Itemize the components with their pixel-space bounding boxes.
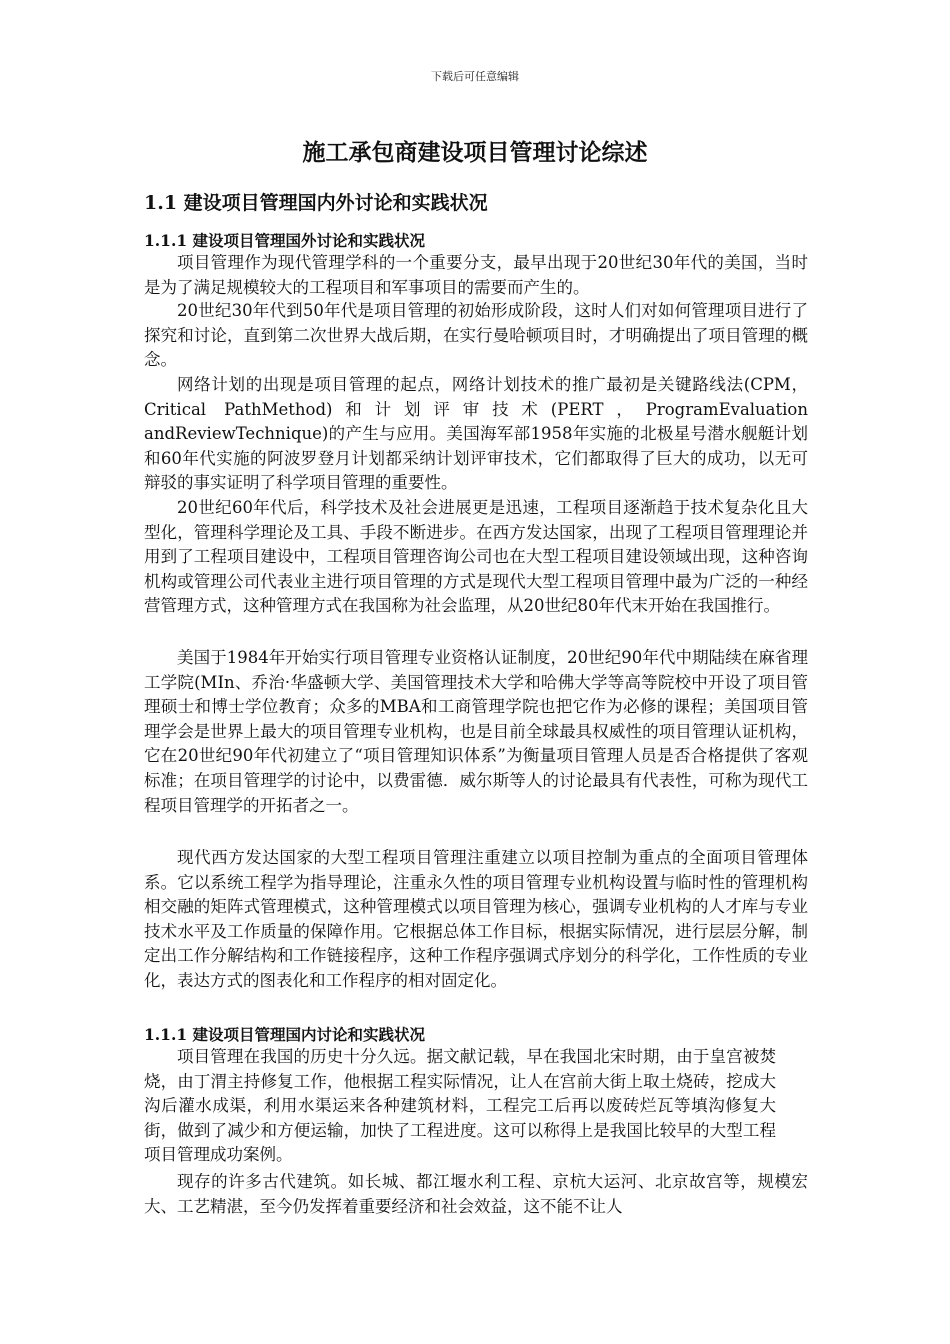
subsection-heading-domestic: 1.1.1 建设项目管理国内讨论和实践状况 xyxy=(144,1025,426,1044)
header-note: 下载后可任意编辑 xyxy=(431,70,519,83)
paragraph: 20世纪30年代到50年代是项目管理的初始形成阶段，这时人们对如何管理项目进行了探究和讨论，直到第二次世界大战后期，在实行曼哈顿项目时，才明确提出了项目管理的概念。 xyxy=(144,301,808,370)
paragraph: 美国于1984年开始实行项目管理专业资格认证制度，20世纪90年代中期陆续在麻省理工学院(MIn、乔治·华盛顿大学、美国管理技术大学和哈佛大学等高等院校中开设了项目管理硕士和博士学位教育；众多的MBA和工商管理学院也把它作为必修的课程；美国项目管理学会是世界上最大的项目管理专业机构，也是目前全球最具权威性的项目管理认证机构，它在20世纪90年代初建立了“项目管理知识体系”为衡量项目管理人员是否合格提供了客观标准；在项目管理学的讨论中，以费雷德．威尔斯等人的讨论最具有代表性，可称为现代工程项目管理学的开拓者之一。 xyxy=(144,648,808,815)
paragraph: 项目管理作为现代管理学科的一个重要分支，最早出现于20世纪30年代的美国，当时是为了满足规模较大的工程项目和军事项目的需要而产生的。 xyxy=(144,253,808,297)
paragraph: 现存的许多古代建筑。如长城、都江堰水利工程、京杭大运河、北京故宫等，规模宏大、工艺精湛，至今仍发挥着重要经济和社会效益，这不能不让人 xyxy=(144,1172,808,1216)
document-title: 施工承包商建设项目管理讨论综述 xyxy=(302,139,648,166)
paragraph: 20世纪60年代后，科学技术及社会进展更是迅速，工程项目逐渐趋于技术复杂化且大型化，管理科学理论及工具、手段不断进步。在西方发达国家，出现了工程项目管理理论并用到了工程项目建设中，工程项目管理咨询公司也在大型工程项目建设领域出现，这种咨询机构或管理公司代表业主进行项目管理的方式是现代大型工程项目管理中最为广泛的一种经营管理方式，这种管理方式在我国称为社会监理，从20世纪80年代末开始在我国推行。 xyxy=(144,498,808,616)
subsection-heading-foreign: 1.1.1 建设项目管理国外讨论和实践状况 xyxy=(144,231,426,250)
paragraph: 项目管理在我国的历史十分久远。据文献记载，早在我国北宋时期，由于皇宫被焚烧，由丁渭主持修复工作，他根据工程实际情况，让人在宫前大街上取土烧砖，挖成大沟后灌水成渠，利用水渠运来各种建筑材料，工程完工后再以废砖烂瓦等填沟修复大街，做到了减少和方便运输，加快了工程进度。这可以称得上是我国比较早的大型工程项目管理成功案例。 xyxy=(144,1047,776,1165)
section-heading: 1.1 建设项目管理国内外讨论和实践状况 xyxy=(144,192,488,214)
paragraph: 现代西方发达国家的大型工程项目管理注重建立以项目控制为重点的全面项目管理体系。它以系统工程学为指导理论，注重永久性的项目管理专业机构设置与临时性的管理机构相交融的矩阵式管理模式，这种管理模式以项目管理为核心，强调专业机构的人才库与专业技术水平及工作质量的保障作用。它根据总体工作目标，根据实际情况，进行层层分解，制定出工作分解结构和工作链接程序，这种工作程序强调式序划分的科学化，工作性质的专业化，表达方式的图表化和工作程序的相对固定化。 xyxy=(144,848,808,990)
paragraph: 网络计划的出现是项目管理的起点，网络计划技术的推广最初是关键路线法(CPM，Critical PathMethod)和计划评审技术(PERT，ProgramEvaluation andReviewTechnique)的产生与应用。美国海军部1958年实施的北极星号潜水舰艇计划和60年代实施的阿波罗登月计划都采纳计划评审技术，它们都取得了巨大的成功，以无可辩驳的事实证明了科学项目管理的重要性。 xyxy=(144,375,808,493)
